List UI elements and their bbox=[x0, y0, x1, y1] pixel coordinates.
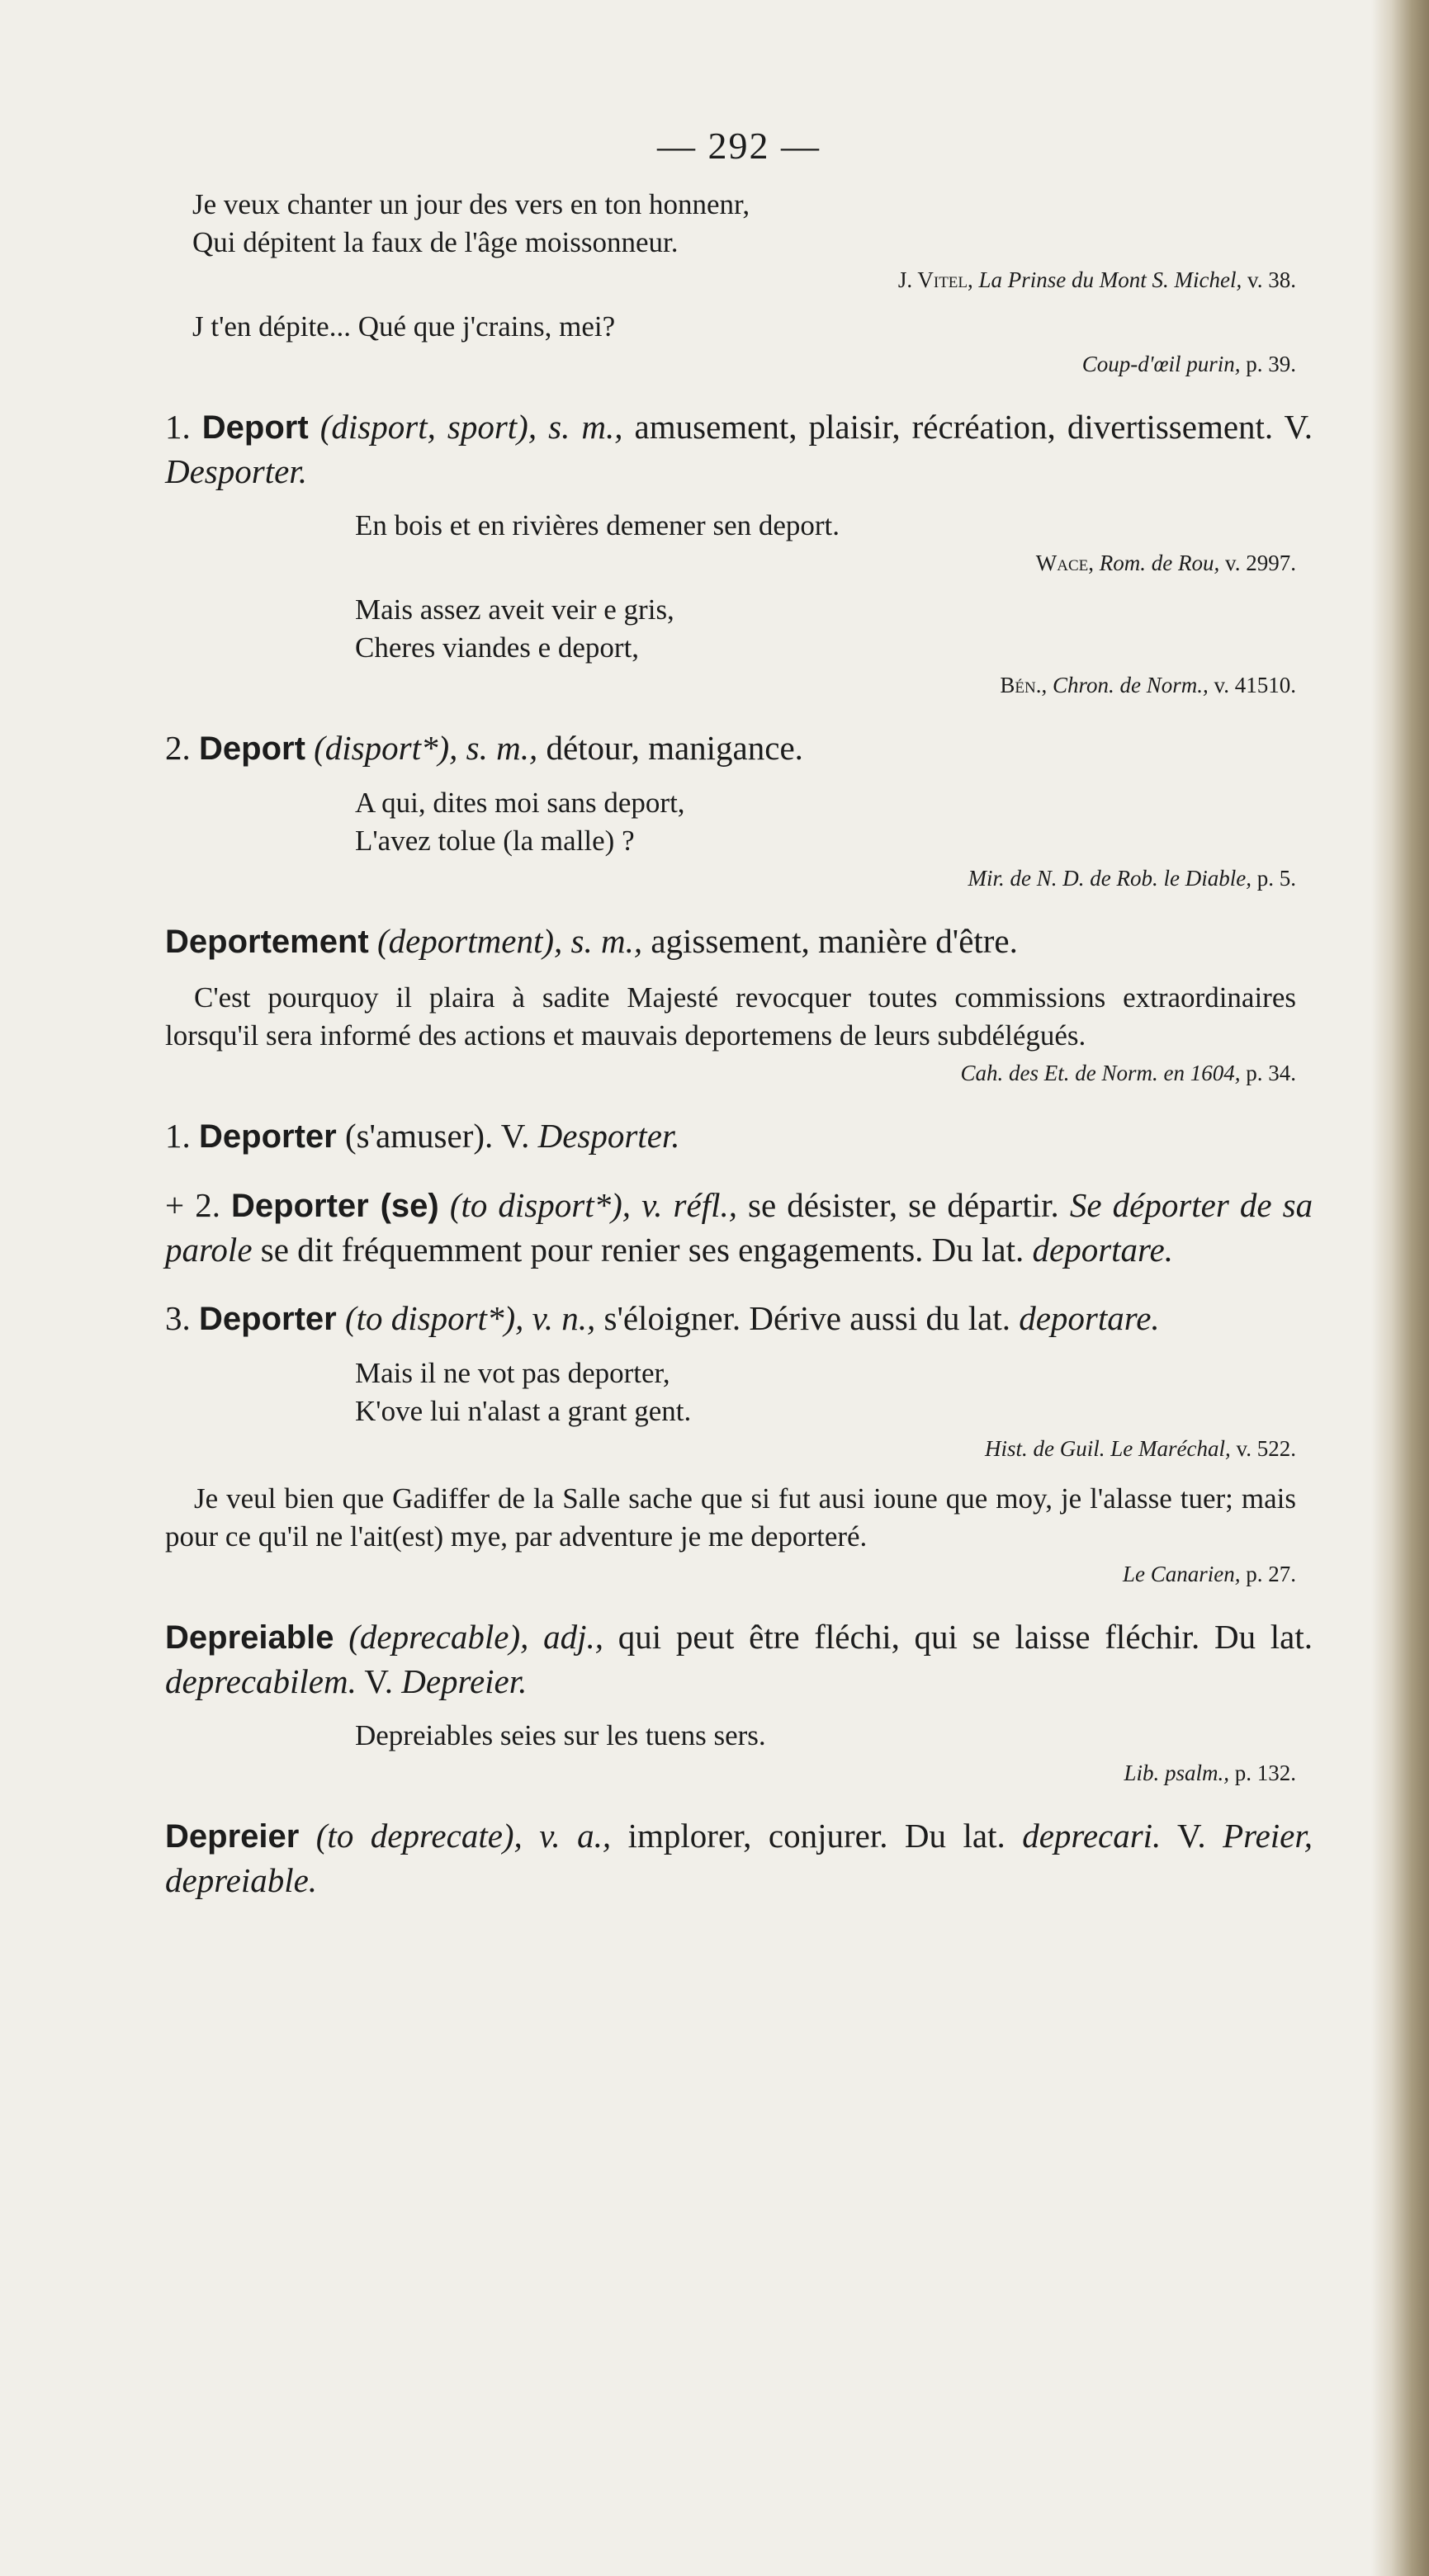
headword: Deporter bbox=[199, 1301, 337, 1337]
verse-line: Qui dépitent la faux de l'âge moissonneur. bbox=[192, 226, 679, 258]
entry-number: 3. bbox=[165, 1299, 191, 1337]
citation bbox=[165, 546, 1313, 579]
cite-work: Le Canarien, bbox=[1122, 1562, 1241, 1586]
entry-number: 1. bbox=[165, 1117, 191, 1155]
cite-ref: v. 38. bbox=[1247, 267, 1296, 292]
quotation-cahiers bbox=[165, 979, 1313, 1089]
verse-line: Depreiables seies sur les tuens sers. bbox=[355, 1719, 766, 1751]
verse-line: K'ove lui n'alast a grant gent. bbox=[355, 1395, 692, 1427]
part-of-speech: s. m., bbox=[570, 922, 643, 960]
etymology: (to deprecate), bbox=[315, 1817, 523, 1855]
citation bbox=[165, 862, 1313, 895]
dictionary-page bbox=[165, 124, 1313, 1916]
cite-ref: p. 34. bbox=[1246, 1061, 1296, 1085]
cite-work: Mir. de N. D. de Rob. le Diable, bbox=[968, 866, 1252, 891]
entry-deporter-3 bbox=[165, 1297, 1313, 1341]
citation bbox=[165, 347, 1313, 380]
entry-depreier bbox=[165, 1814, 1313, 1902]
entry-deporter-2 bbox=[165, 1184, 1313, 1272]
definition: s'éloigner. Dérive aussi du lat. bbox=[603, 1299, 1010, 1337]
quotation-coup-doeil bbox=[165, 308, 1313, 380]
verse-line: En bois et en rivières demener sen deport. bbox=[355, 509, 840, 541]
verse-line: A qui, dites moi sans deport, bbox=[355, 787, 685, 819]
see-label: V. bbox=[364, 1662, 393, 1700]
cross-reference: Depreier. bbox=[401, 1662, 528, 1700]
definition: détour, manigance. bbox=[546, 729, 803, 767]
entry-number: 2. bbox=[165, 729, 191, 767]
headword: Depreier bbox=[165, 1818, 300, 1855]
cite-work: Hist. de Guil. Le Maréchal, bbox=[985, 1436, 1231, 1461]
page-number: — 292 — bbox=[657, 125, 821, 167]
entry-deport-1 bbox=[165, 405, 1313, 494]
cite-work: La Prinse du Mont S. Michel, bbox=[978, 267, 1242, 292]
headword: Deporter bbox=[199, 1118, 337, 1155]
quotation-guillaume bbox=[165, 1354, 1313, 1465]
cite-ref: v. 2997. bbox=[1225, 551, 1296, 575]
cite-ref: v. 41510. bbox=[1214, 673, 1296, 697]
headword: Deport bbox=[199, 730, 305, 767]
cite-work: Chron. de Norm., bbox=[1052, 673, 1209, 697]
latin-source: deportare. bbox=[1019, 1299, 1160, 1337]
headword: Deport bbox=[201, 409, 309, 446]
cross-reference: Desporter. bbox=[165, 452, 307, 490]
citation bbox=[165, 1432, 1313, 1465]
citation bbox=[165, 1557, 1313, 1591]
verse-line: J t'en dépite... Qué que j'crains, mei? bbox=[192, 310, 616, 343]
latin-source: deportare. bbox=[1032, 1231, 1173, 1269]
entry-deporter-1 bbox=[165, 1114, 1313, 1159]
entry-deport-2 bbox=[165, 726, 1313, 771]
headword: Depreiable bbox=[165, 1619, 334, 1656]
cite-ref: p. 132. bbox=[1234, 1761, 1296, 1785]
etymology: (to disport*), bbox=[344, 1299, 524, 1337]
definition: implorer, conjurer. Du lat. bbox=[627, 1817, 1006, 1855]
quotation-benoit bbox=[165, 591, 1313, 702]
headword: Deporter (se) bbox=[231, 1188, 439, 1224]
prose-quote: C'est pourquoy il plaira à sadite Majesté revocquer toutes commissions extraordinaires lorsqu'il sera informé des actions et mauvais deportemens de leurs subdélégués. bbox=[165, 981, 1296, 1052]
cite-ref: p. 27. bbox=[1246, 1562, 1296, 1586]
definition-continued: se dit fréquemment pour renier ses engagements. Du lat. bbox=[260, 1231, 1024, 1269]
definition: amusement, plaisir, récréation, divertissement. V. bbox=[634, 408, 1313, 446]
cross-reference: Desporter. bbox=[537, 1117, 680, 1155]
cite-work: Rom. de Rou, bbox=[1099, 551, 1220, 575]
cite-author: Bén., bbox=[1000, 673, 1048, 697]
quotation-vitel bbox=[165, 186, 1313, 296]
part-of-speech: s. m., bbox=[466, 729, 538, 767]
quotation-canarien bbox=[165, 1480, 1313, 1591]
quotation-miracle bbox=[165, 784, 1313, 895]
see-label: V. bbox=[1177, 1817, 1206, 1855]
etymology: (deprecable), bbox=[348, 1618, 529, 1656]
quotation-psalter bbox=[165, 1717, 1313, 1789]
citation bbox=[165, 1056, 1313, 1089]
part-of-speech: s. m., bbox=[548, 408, 623, 446]
cross-reference: Preier, bbox=[1223, 1817, 1313, 1855]
headword: Deportement bbox=[165, 924, 369, 960]
citation bbox=[165, 669, 1313, 702]
definition: qui peut être fléchi, qui se laisse fléchir. Du lat. bbox=[617, 1618, 1313, 1656]
verse-line: Mais assez aveit veir e gris, bbox=[355, 593, 674, 626]
verse-line: Je veux chanter un jour des vers en ton honnenr, bbox=[192, 188, 750, 220]
entry-depreiable bbox=[165, 1615, 1313, 1704]
entry-deportement bbox=[165, 919, 1313, 964]
latin-source: deprecabilem. bbox=[165, 1662, 357, 1700]
cite-work: Lib. psalm., bbox=[1124, 1761, 1229, 1785]
part-of-speech: v. a., bbox=[539, 1817, 612, 1855]
citation bbox=[165, 1756, 1313, 1789]
part-of-speech: v. n., bbox=[532, 1299, 596, 1337]
cite-ref: p. 39. bbox=[1246, 352, 1296, 376]
part-of-speech: v. réfl., bbox=[641, 1186, 737, 1224]
obsolete-mark: + bbox=[165, 1186, 185, 1224]
cite-ref: v. 522. bbox=[1236, 1436, 1296, 1461]
prose-quote: Je veul bien que Gadiffer de la Salle sache que si fut ausi ioune que moy, je l'alasse tuer; mais pour ce qu'il ne l'ait(est) mye, par adventure je me deporteré. bbox=[165, 1482, 1296, 1553]
cite-author: J. Vitel, bbox=[897, 267, 973, 292]
etymology: (deportment), bbox=[376, 922, 563, 960]
cite-ref: p. 5. bbox=[1256, 866, 1296, 891]
cite-work: Coup-d'œil purin, bbox=[1081, 352, 1241, 376]
part-of-speech: adj., bbox=[543, 1618, 604, 1656]
latin-source: deprecari. bbox=[1022, 1817, 1162, 1855]
quotation-wace bbox=[165, 507, 1313, 579]
citation bbox=[165, 263, 1313, 296]
verse-line: Cheres viandes e deport, bbox=[355, 631, 640, 664]
verse-line: L'avez tolue (la malle) ? bbox=[355, 825, 635, 857]
entry-number: 1. bbox=[165, 408, 191, 446]
etymology: (disport*), bbox=[314, 729, 458, 767]
definition: se désister, se départir. bbox=[748, 1186, 1059, 1224]
example-phrase: Se déporter de sa parole bbox=[165, 1186, 1313, 1269]
verse-line: Mais il ne vot pas deporter, bbox=[355, 1357, 670, 1389]
etymology: (disport, sport), bbox=[319, 408, 537, 446]
cross-reference: depreiable. bbox=[165, 1861, 318, 1899]
definition: agissement, manière d'être. bbox=[651, 922, 1018, 960]
cite-work: Cah. des Et. de Norm. en 1604, bbox=[960, 1061, 1241, 1085]
cite-author: Wace, bbox=[1035, 551, 1095, 575]
definition: (s'amuser). V. bbox=[344, 1117, 530, 1155]
page-edge-shadow bbox=[1371, 0, 1429, 2576]
etymology: (to disport*), bbox=[449, 1186, 632, 1224]
entry-number: 2. bbox=[195, 1186, 220, 1224]
